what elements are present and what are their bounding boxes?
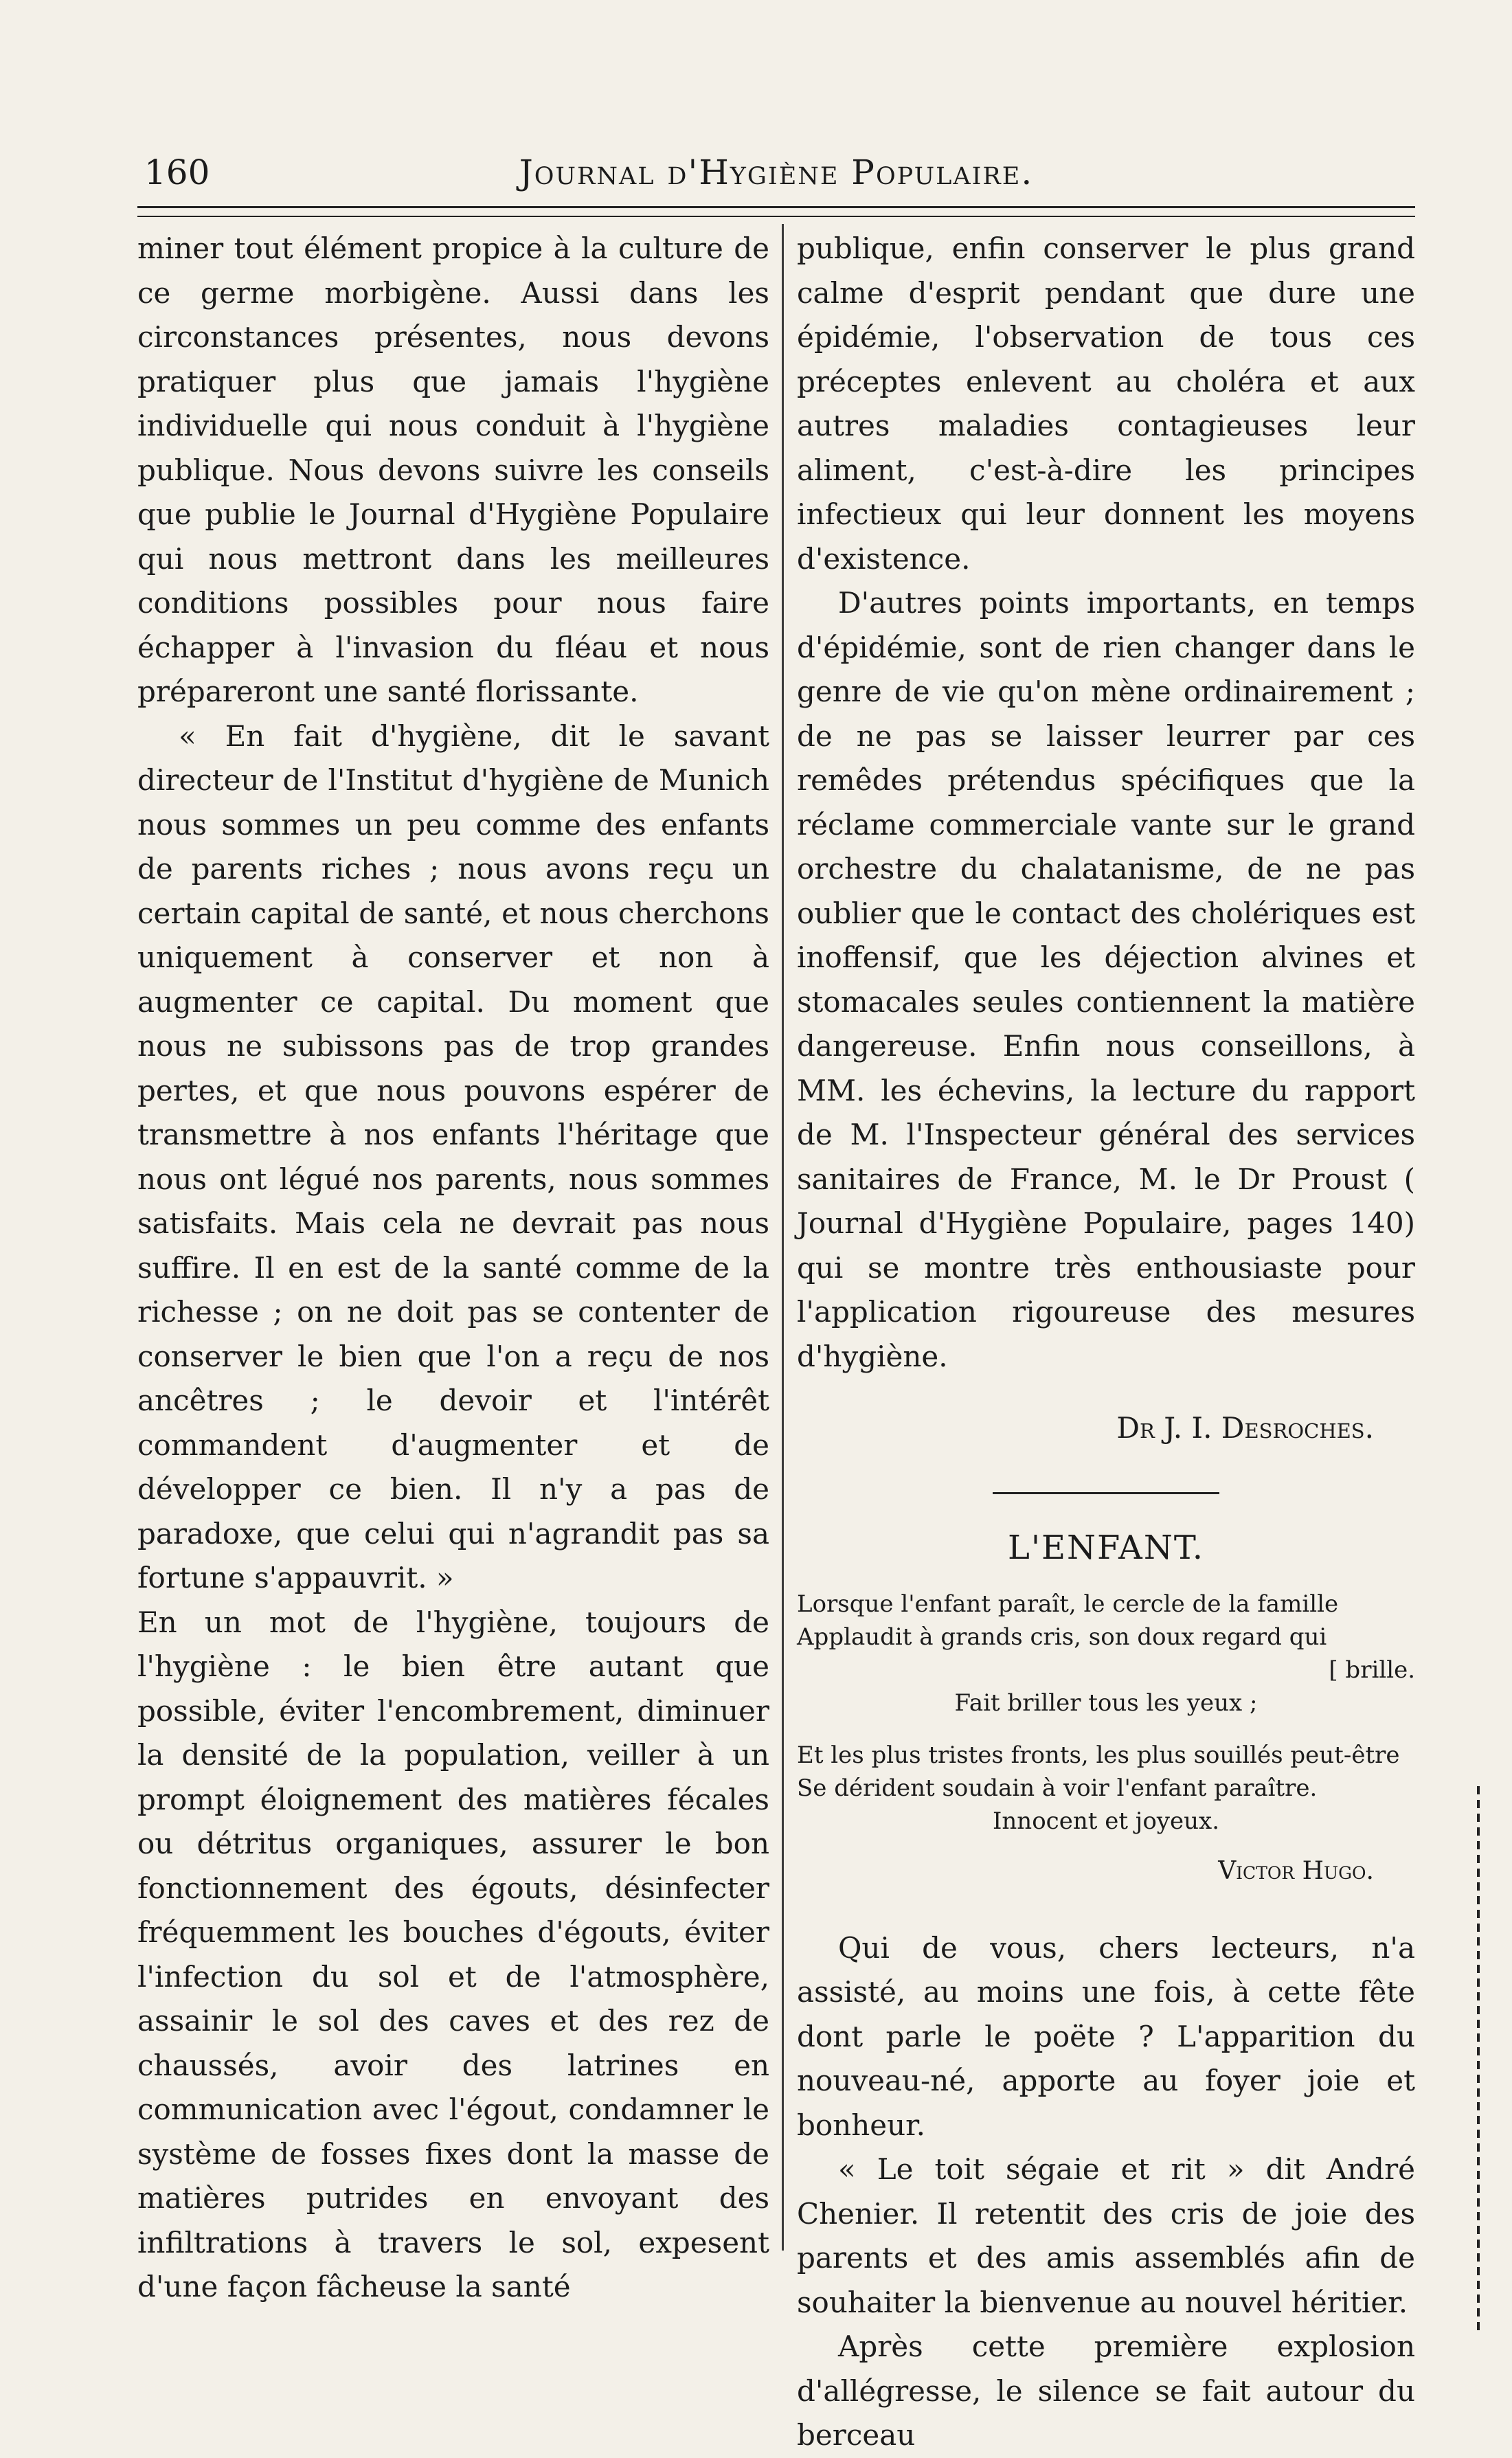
paragraph: « Le toit ségaie et rit » dit André Chenier. Il retentit des cris de joie des parents et des amis assemblés afin de souhaiter la bienvenue au nouvel héritier. [797,2152,1415,2319]
poem-line: Et les plus tristes fronts, les plus souillés peut-être [797,1741,1400,1769]
header-rule-thin [137,216,1415,217]
poem-line: [ brille. [1329,1656,1415,1684]
poem-title: L'ENFANT. [1007,1528,1205,1567]
paragraph: publique, enfin conserver le plus grand calme d'esprit pendant que dure une épidémie, l'observation de tous ces préceptes enlevent au choléra et aux autres maladies contagieuses leur aliment, c'est-à-dire les principes infectieux qui leur donnent les moyens d'existence. [797,232,1415,576]
right-column [797,227,1415,2458]
poem-stanza [797,1588,1415,1720]
poem-line: Fait briller tous les yeux ; [954,1689,1258,1717]
column-divider [782,224,784,2251]
header-rule-thick [137,206,1415,208]
paragraph: Après cette première explosion d'allégresse, le silence se fait autour du berceau [797,2330,1415,2452]
paragraph: En un mot de l'hygiène, toujours de l'hygiène : le bien être autant que possible, éviter l'encombrement, diminuer la densité de la population, veiller à un prompt éloignement des matières fécales ou détritus organiques, assurer le bon fonctionnement des égouts, désinfecter fréquemment les bouches d'égouts, éviter l'infection du sol et de l'atmosphère, assainir le sol des caves et des rez de chaussés, avoir des latrines en communication avec l'égout, condamner le système de fosses fixes dont la masse de matières putrides en envoyant des infiltrations à travers le sol, expesent d'une façon fâcheuse la santé [137,1605,769,2303]
paragraph: D'autres points importants, en temps d'épidémie, sont de rien changer dans le genre de vie qu'on mène ordinairement ; de ne pas se laisser leurrer par ces remêdes prétendus spécifiques que la réclame commerciale vante sur le grand orchestre du chalatanisme, de ne pas oublier que le contact des cholériques est inoffensif, que les déjection alvines et stomacales seules contiennent la matière dangereuse. Enfin nous conseillons, à MM. les échevins, la lecture du rapport de M. l'Inspecteur général des services sanitaires de France, M. le Dr Proust ( Journal d'Hygiène Populaire, pages 140) qui se montre très enthousiaste pour l'application rigoureuse des mesures d'hygiène. [797,586,1415,1373]
left-column [137,227,769,2310]
section-separator [993,1492,1219,1494]
poem-line: Se dérident soudain à voir l'enfant paraître. [797,1774,1318,1802]
poem-stanza [797,1739,1415,1838]
paragraph: miner tout élément propice à la culture de ce germe morbigène. Aussi dans les circonstances présentes, nous devons pratiquer plus que jamais l'hygiène individuelle qui nous conduit à l'hygiène publique. Nous devons suivre les conseils que publie le Journal d'Hygiène Populaire qui nous mettront dans les meilleures conditions possibles pour nous faire échapper à l'invasion du fléau et nous prépareront une santé florissante. [137,232,769,708]
poem-line: Innocent et joyeux. [992,1807,1220,1835]
margin-scan-artifact [1477,1786,1480,2336]
poem-author: Victor Hugo. [1218,1856,1374,1885]
paragraph: Qui de vous, chers lecteurs, n'a assisté, au moins une fois, à cette fête dont parle le poëte ? L'apparition du nouveau-né, apporte au foyer joie et bonheur. [797,1930,1415,2142]
page-header [137,153,1415,201]
poem-line: Applaudit à grands cris, son doux regard qui [797,1623,1327,1651]
poem-line: Lorsque l'enfant paraît, le cercle de la famille [797,1590,1339,1618]
page-number: 160 [144,153,210,192]
poem [797,1588,1415,1838]
author-signature: Dr J. I. Desroches. [1116,1411,1374,1445]
running-title: Journal d'Hygiène Populaire. [519,153,1034,192]
paragraph: « En fait d'hygiène, dit le savant directeur de l'Institut d'hygiène de Munich nous sommes un peu comme des enfants de parents riches ; nous avons reçu un certain capital de santé, et nous cherchons uniquement à conserver et non à augmenter ce capital. Du moment que nous ne subissons pas de trop grandes pertes, et que nous pouvons espérer de transmettre à nos enfants l'héritage que nous ont légué nos parents, nous sommes satisfaits. Mais cela ne devrait pas nous suffire. Il en est de la santé comme de la richesse ; on ne doit pas se contenter de conserver le bien que l'on a reçu de nos ancêtres ; le devoir et l'intérêt commandent d'augmenter et de développer ce bien. Il n'y a pas de paradoxe, que celui qui n'agrandit pas sa fortune s'appauvrit. » [137,719,769,1594]
